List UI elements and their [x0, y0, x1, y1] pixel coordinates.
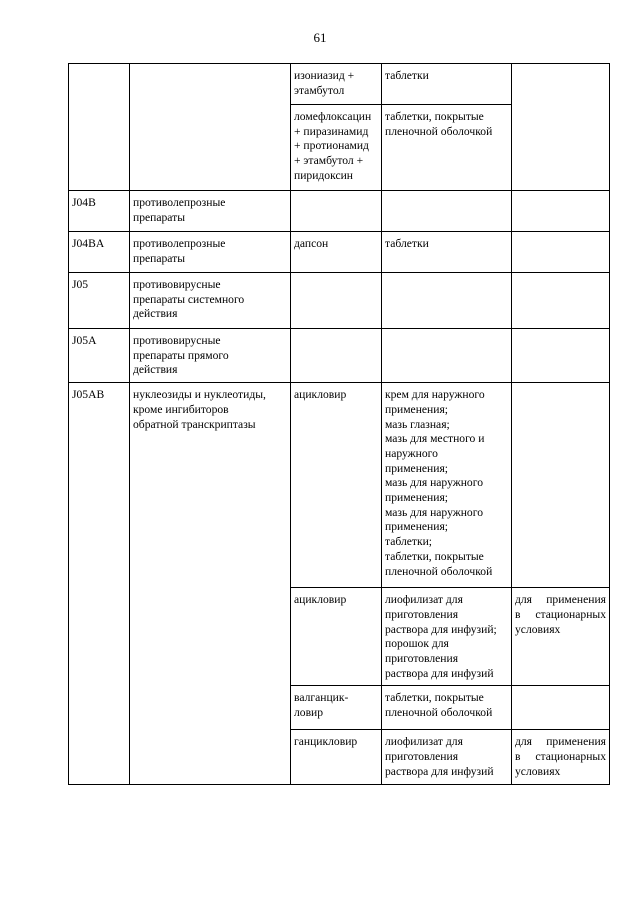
atc-code-cell: J05A: [69, 329, 130, 383]
group-name-cell: противолепрозные препараты: [130, 232, 291, 273]
drug-name-cell: ломефлоксацин + пиразинамид + протионамид + этамбутол + пиридоксин: [291, 105, 382, 191]
atc-code-cell: J04B: [69, 191, 130, 232]
table-row: [69, 191, 610, 232]
dosage-form-cell: [382, 273, 512, 329]
note-cell: [512, 730, 610, 785]
note-cell: [512, 273, 610, 329]
note-cell: [512, 383, 610, 588]
atc-code-cell: J05: [69, 273, 130, 329]
note-line: условиях: [515, 622, 561, 636]
dosage-form-cell: [382, 191, 512, 232]
table-row: [69, 273, 610, 329]
group-name-cell: нуклеозиды и нуклеотиды, кроме ингибиторов обратной транскриптазы: [130, 383, 291, 785]
drug-name-cell: ацикловир: [291, 383, 382, 588]
dosage-form-cell: таблетки, покрытые пленочной оболочкой: [382, 686, 512, 730]
note-line: для применения: [515, 593, 606, 607]
drug-table: [68, 63, 610, 785]
note-line: для применения: [515, 735, 606, 749]
dosage-form-cell: таблетки: [382, 232, 512, 273]
note-cell: [512, 191, 610, 232]
dosage-form-cell: крем для наружного применения; мазь глазная; мазь для местного и наружного применения; мазь для наружного применения; мазь для наружного применения; таблетки; таблетки, покрытые пленочной оболочкой: [382, 383, 512, 588]
group-name-cell: противовирусные препараты системного действия: [130, 273, 291, 329]
table-row: [69, 329, 610, 383]
drug-name-cell: [291, 273, 382, 329]
page-number: 61: [313, 30, 327, 45]
table-row: [69, 383, 610, 588]
dosage-form-cell: лиофилизат для приготовления раствора для инфузий; порошок для приготовления раствора для инфузий: [382, 588, 512, 686]
table-row: [69, 64, 610, 105]
atc-code-cell: J05AB: [69, 383, 130, 785]
dosage-form-cell: таблетки, покрытые пленочной оболочкой: [382, 105, 512, 191]
note-line: в стационарных: [515, 750, 606, 764]
table-row: [69, 232, 610, 273]
group-name-cell: противовирусные препараты прямого действия: [130, 329, 291, 383]
group-name-cell: противолепрозные препараты: [130, 191, 291, 232]
drug-name-cell: ацикловир: [291, 588, 382, 686]
dosage-form-cell: [382, 329, 512, 383]
note-cell: [512, 232, 610, 273]
drug-name-cell: [291, 191, 382, 232]
note-line: в стационарных: [515, 607, 606, 621]
atc-code-cell: [69, 64, 130, 191]
dosage-form-cell: таблетки: [382, 64, 512, 105]
note-line: условиях: [515, 764, 561, 778]
note-cell: [512, 686, 610, 730]
drug-name-cell: изониазид + этамбутол: [291, 64, 382, 105]
drug-name-cell: дапсон: [291, 232, 382, 273]
drug-name-cell: валганцик- ловир: [291, 686, 382, 730]
note-cell: [512, 64, 610, 191]
drug-name-cell: [291, 329, 382, 383]
note-cell: [512, 329, 610, 383]
note-cell: [512, 588, 610, 686]
dosage-form-cell: лиофилизат для приготовления раствора для инфузий: [382, 730, 512, 785]
group-name-cell: [130, 64, 291, 191]
drug-name-cell: ганцикловир: [291, 730, 382, 785]
atc-code-cell: J04BA: [69, 232, 130, 273]
